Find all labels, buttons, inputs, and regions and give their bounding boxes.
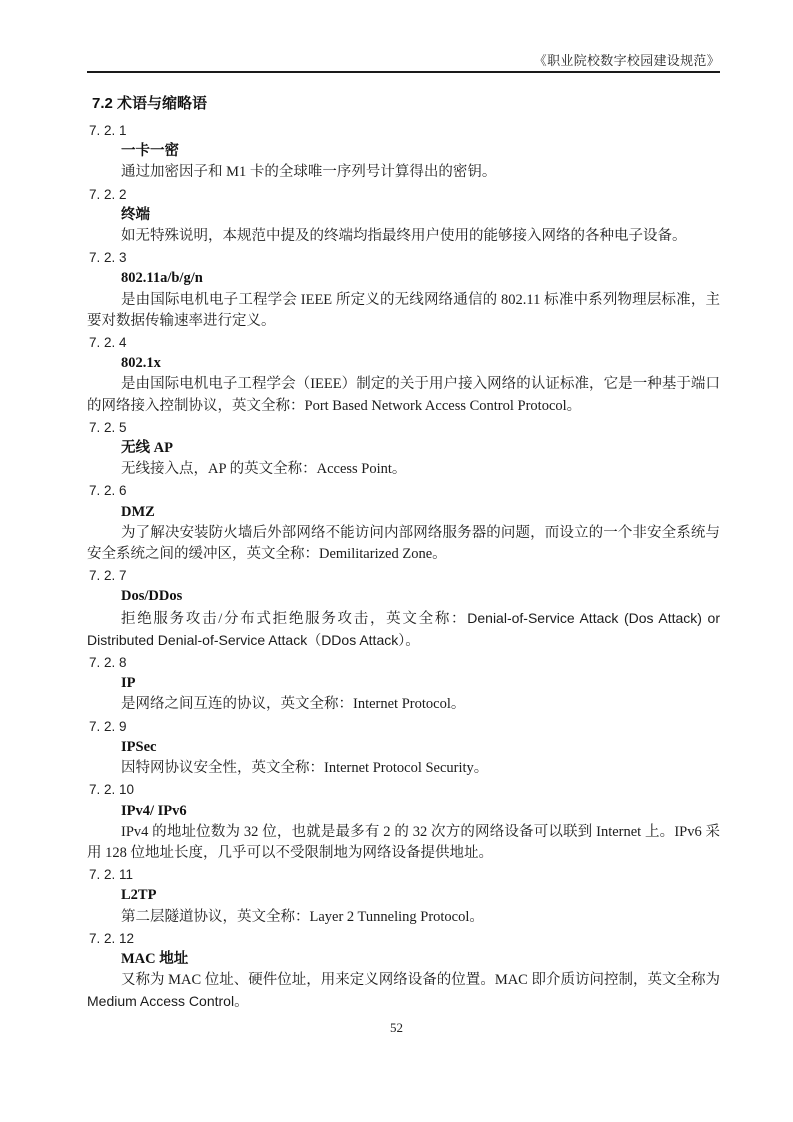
clause-term: IPv4/ IPv6	[121, 802, 187, 819]
clause-number: 7. 2. 6	[89, 483, 127, 499]
clause-number: 7. 2. 4	[89, 335, 127, 351]
clause-term: 无线 AP	[121, 440, 173, 457]
definition-text: 通过加密因子和 M1 卡的全球唯一序列号计算得出的密钥。	[121, 164, 497, 181]
clause-term: IP	[121, 675, 136, 692]
clause-term: 一卡一密	[121, 143, 179, 160]
clause-number: 7. 2. 8	[89, 655, 127, 671]
clause-definition	[87, 226, 720, 247]
clause-term: 802.1x	[121, 355, 161, 372]
clause-list	[87, 120, 720, 1014]
clause-definition	[87, 290, 720, 332]
clause-term: DMZ	[121, 503, 155, 520]
clause-definition	[87, 758, 720, 779]
clause-definition	[87, 459, 720, 480]
definition-text: Denial-of-Service Attack (Dos Attack) or Distributed Denial-of-Service Attack（DDos Attack）	[87, 609, 720, 648]
clause-number: 7. 2. 2	[89, 186, 127, 202]
section-heading: 7.2 术语与缩略语	[92, 95, 208, 112]
page-header	[87, 0, 720, 73]
clause-number: 7. 2. 3	[89, 250, 127, 266]
clause-number: 7. 2. 7	[89, 568, 127, 584]
clause-number: 7. 2. 5	[89, 419, 127, 435]
page-number: 52	[390, 1020, 403, 1035]
clause-number: 7. 2. 11	[89, 867, 134, 883]
definition-text: 又称为 MAC 位址、硬件位址，用来定义网络设备的位置。MAC 即介质访问控制，英文全称为	[121, 972, 720, 989]
clause	[87, 480, 720, 565]
clause-number: 7. 2. 12	[89, 930, 135, 946]
clause-definition	[87, 162, 720, 183]
clause-definition	[87, 694, 720, 715]
clause	[87, 417, 720, 481]
definition-text: 无线接入点，AP 的英文全称：Access Point。	[121, 461, 407, 478]
clause-definition	[87, 822, 720, 864]
clause-term: 802.11a/b/g/n	[121, 270, 203, 287]
clause-number: 7. 2. 10	[89, 782, 135, 798]
page-footer	[0, 1020, 793, 1036]
page-header-title: 《职业院校数字校园建设规范》	[533, 53, 720, 68]
definition-text: 。	[405, 632, 420, 649]
definition-text: IPv4 的地址位数为 32 位，也就是最多有 2 的 32 次方的网络设备可以联到 Internet 上。IPv6 采用 128 位地址长度，几乎可以不受限制地为网络设备提供地址。	[87, 823, 720, 861]
clause-definition	[87, 970, 720, 1013]
definition-text: 是由国际电机电子工程学会 IEEE 所定义的无线网络通信的 802.11 标准中系列物理层标准，主要对数据传输速率进行定义。	[87, 291, 720, 329]
definition-text: 拒绝服务攻击/分布式拒绝服务攻击，英文全称：	[121, 610, 468, 627]
clause-term: MAC 地址	[121, 950, 189, 967]
clause	[87, 779, 720, 864]
clause	[87, 716, 720, 780]
definition-text: Medium Access Control	[87, 993, 235, 1010]
clause	[87, 928, 720, 1014]
definition-text: 第二层隧道协议，英文全称：Layer 2 Tunneling Protocol。	[121, 908, 484, 925]
clause	[87, 184, 720, 248]
clause-term: 终端	[121, 206, 150, 223]
definition-text: 为了解决安装防火墙后外部网络不能访问内部网络服务器的问题，而设立的一个非安全系统与安全系统之间的缓冲区，英文全称：Demilitarized Zone。	[87, 524, 720, 563]
clause-definition	[87, 907, 720, 928]
clause-definition	[87, 608, 720, 652]
definition-text: 如无特殊说明，本规范中提及的终端均指最终用户使用的能够接入网络的各种电子设备。	[121, 228, 687, 245]
clause	[87, 565, 720, 652]
clause-definition	[87, 523, 720, 565]
clause	[87, 864, 720, 928]
clause-number: 7. 2. 9	[89, 718, 127, 734]
clause-term: L2TP	[121, 887, 157, 904]
definition-text: 是网络之间互连的协议，英文全称：Internet Protocol。	[121, 696, 466, 713]
clause-definition	[87, 374, 720, 416]
clause	[87, 120, 720, 184]
page-content	[87, 0, 720, 1014]
clause-term: Dos/DDos	[121, 588, 183, 605]
clause-term: IPSec	[121, 738, 157, 755]
definition-text: 。	[234, 994, 249, 1011]
clause	[87, 247, 720, 332]
clause	[87, 652, 720, 716]
definition-text: 因特网协议安全性，英文全称：Internet Protocol Security。	[121, 760, 489, 777]
clause-number: 7. 2. 1	[89, 123, 127, 138]
definition-text: 是由国际电机电子工程学会（IEEE）制定的关于用户接入网络的认证标准，它是一种基于端口的网络接入控制协议，英文全称：Port Based Network Access Control Protocol。	[87, 376, 720, 414]
clause	[87, 332, 720, 417]
